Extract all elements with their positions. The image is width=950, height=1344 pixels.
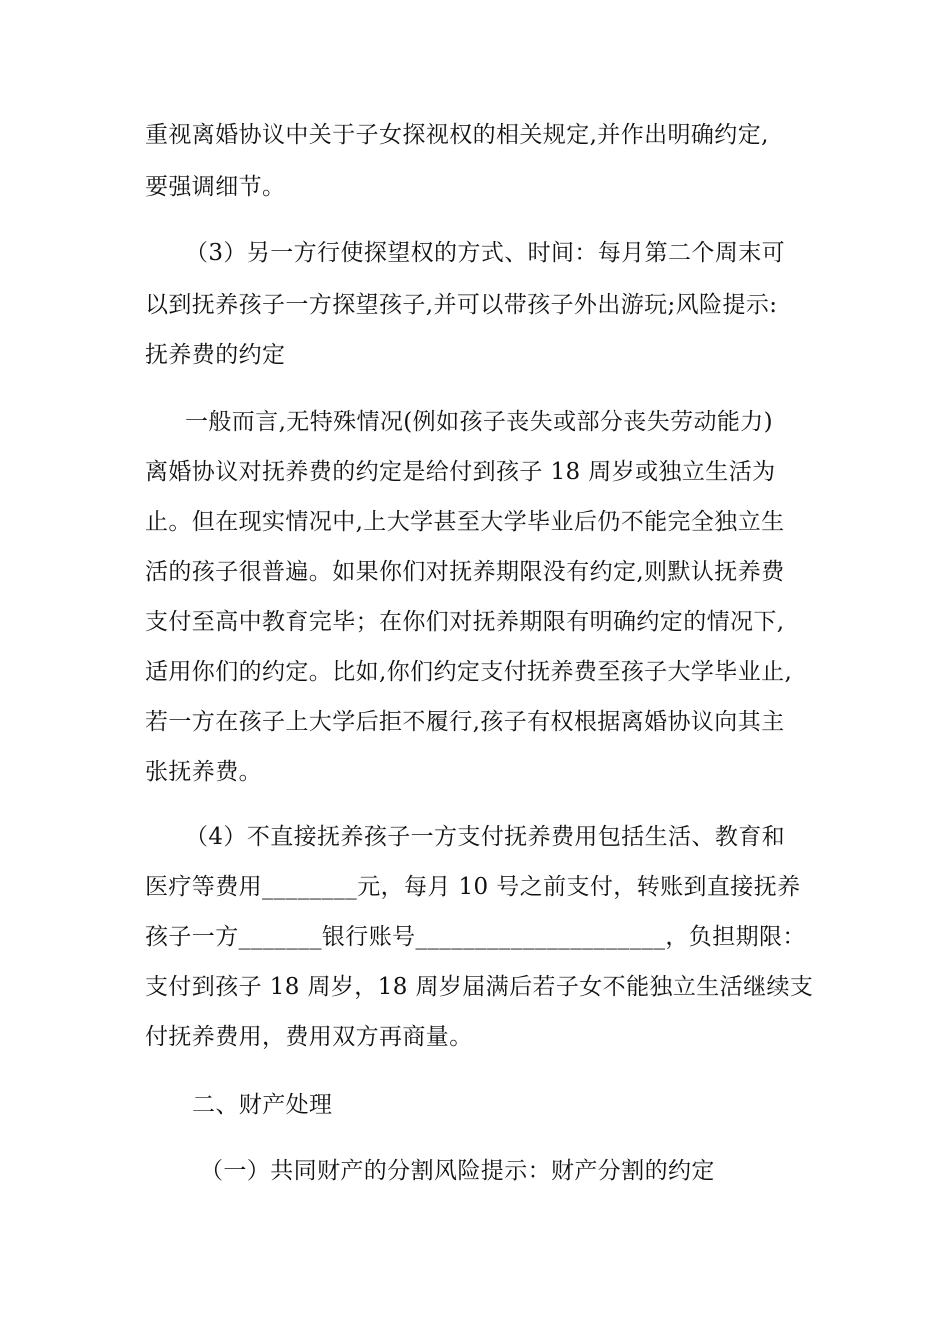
text-line: 若一方在孩子上大学后拒不履行,孩子有权根据离婚协议向其主 (145, 709, 785, 735)
text-line: 孩子一方_______银行账号_____________________，负担期限： (145, 924, 806, 950)
text-line: 适用你们的约定。比如,你们约定支付抚养费至孩子大学毕业止, (145, 659, 793, 685)
text-line: 付抚养费用，费用双方再商量。 (145, 1024, 473, 1050)
text-line: 张抚养费。 (145, 759, 262, 785)
text-line: 止。但在现实情况中,上大学甚至大学毕业后仍不能完全独立生 (145, 509, 785, 535)
text-line: 活的孩子很普遍。如果你们对抚养期限没有约定,则默认抚养费 (145, 559, 785, 585)
text-line: 重视离婚协议中关于子女探视权的相关规定,并作出明确约定, (145, 122, 769, 148)
text-line: 离婚协议对抚养费的约定是给付到孩子 18 周岁或独立生活为 (145, 459, 776, 485)
text-line: 医疗等费用________元，每月 10 号之前支付，转账到直接抚养 (145, 874, 801, 900)
text-line: 以到抚养孩子一方探望孩子,并可以带孩子外出游玩;风险提示: (145, 292, 778, 318)
text-line: 抚养费的约定 (145, 342, 286, 368)
text-line: （3）另一方行使探望权的方式、时间：每月第二个周末可 (185, 240, 786, 266)
subsection-heading: （一）共同财产的分割风险提示：财产分割的约定 (200, 1158, 715, 1184)
text-line: 一般而言,无特殊情况(例如孩子丧失或部分丧失劳动能力) (185, 409, 774, 435)
text-line: 支付到孩子 18 周岁，18 周岁届满后若子女不能独立生活继续支 (145, 974, 814, 1000)
text-line: （4）不直接抚养孩子一方支付抚养费用包括生活、教育和 (185, 824, 786, 850)
section-heading: 二、财产处理 (192, 1092, 333, 1118)
text-line: 要强调细节。 (145, 174, 286, 200)
text-line: 支付至高中教育完毕；在你们对抚养期限有明确约定的情况下, (145, 609, 785, 635)
